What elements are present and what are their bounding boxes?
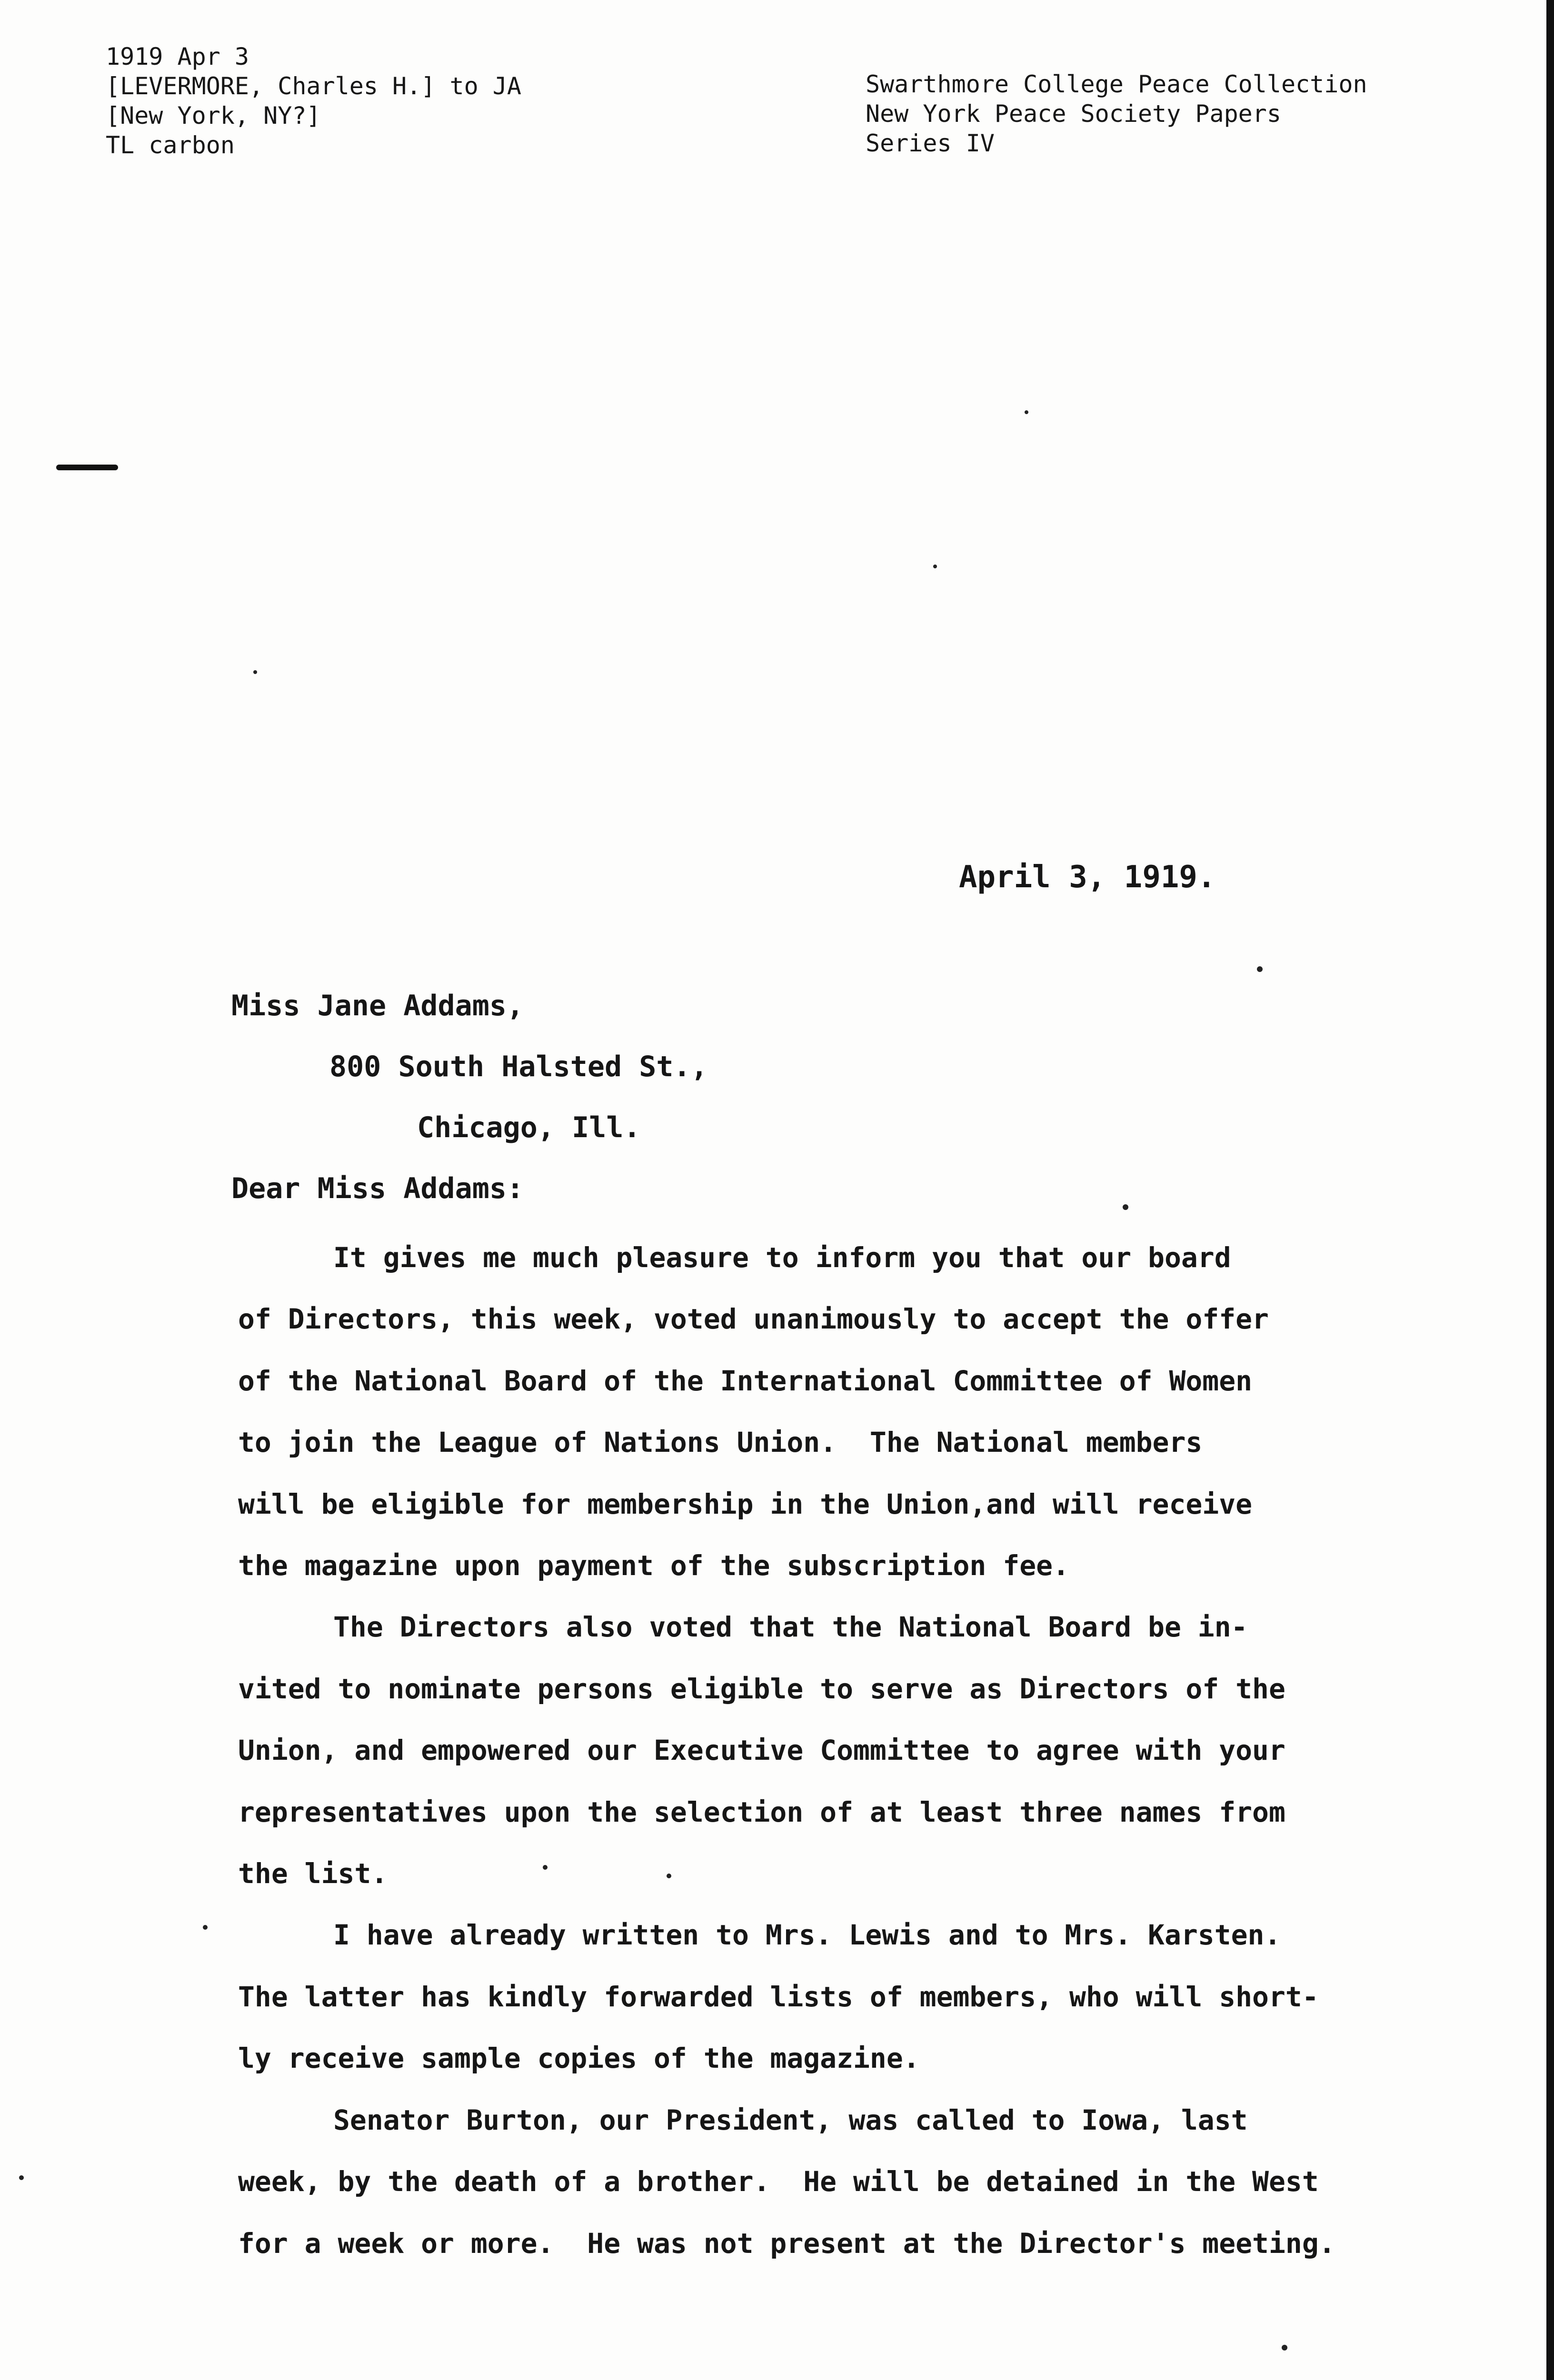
- body-line: The latter has kindly forwarded lists of members, who will short-: [238, 1980, 1319, 2013]
- body-line: representatives upon the selection of at least three names from: [238, 1795, 1285, 1828]
- scan-speck: [203, 1925, 208, 1930]
- body-line: will be eligible for membership in the Union,and will receive: [238, 1488, 1253, 1520]
- scan-speck: [667, 1874, 671, 1878]
- letter-date: April 3, 1919.: [959, 860, 1216, 895]
- scan-speck: [1025, 410, 1028, 414]
- collection-name: Swarthmore College Peace Collection: [866, 70, 1367, 98]
- letter-body: [238, 1227, 1335, 2274]
- scan-speck: [1257, 966, 1263, 972]
- body-line: of Directors, this week, voted unanimously to accept the offer: [238, 1303, 1269, 1336]
- margin-mark: [56, 465, 118, 470]
- recipient-name: Miss Jane Addams,: [231, 989, 524, 1022]
- body-line: I have already written to Mrs. Lewis and to Mrs. Karsten.: [333, 1919, 1281, 1952]
- collection-series: Series IV: [866, 129, 995, 157]
- scan-speck: [19, 2175, 24, 2180]
- catalog-correspondents: [LEVERMORE, Charles H.] to JA: [106, 72, 521, 100]
- catalog-header: [106, 42, 521, 160]
- scan-edge: [1546, 0, 1554, 2380]
- body-line: Union, and empowered our Executive Committee to agree with your: [238, 1734, 1285, 1767]
- body-line: to join the League of Nations Union. The National members: [238, 1426, 1203, 1459]
- body-line: week, by the death of a brother. He will be detained in the West: [238, 2165, 1319, 2198]
- body-line: of the National Board of the International Committee of Women: [238, 1364, 1253, 1397]
- body-line: ly receive sample copies of the magazine.: [238, 2042, 920, 2075]
- body-line: The Directors also voted that the National Board be in-: [333, 1611, 1248, 1644]
- scan-speck: [543, 1865, 548, 1870]
- body-line: the magazine upon payment of the subscription fee.: [238, 1549, 1069, 1582]
- body-line: the list.: [238, 1857, 388, 1890]
- body-line: for a week or more. He was not present at the Director's meeting.: [238, 2227, 1335, 2260]
- scan-speck: [933, 565, 937, 568]
- catalog-place: [New York, NY?]: [106, 102, 321, 129]
- scan-speck: [1123, 1204, 1128, 1210]
- salutation: Dear Miss Addams:: [231, 1172, 524, 1205]
- collection-papers: New York Peace Society Papers: [866, 100, 1281, 128]
- recipient-street: 800 South Halsted St.,: [329, 1050, 708, 1083]
- catalog-format: TL carbon: [106, 131, 235, 159]
- body-line: Senator Burton, our President, was called to Iowa, last: [333, 2103, 1248, 2136]
- recipient-city: Chicago, Ill.: [417, 1111, 641, 1144]
- body-line: It gives me much pleasure to inform you that our board: [333, 1241, 1231, 1274]
- body-line: vited to nominate persons eligible to serve as Directors of the: [238, 1672, 1285, 1705]
- collection-header: [866, 69, 1367, 158]
- scan-speck: [1282, 2345, 1287, 2350]
- catalog-date: 1919 Apr 3: [106, 43, 249, 70]
- scan-speck: [253, 670, 257, 674]
